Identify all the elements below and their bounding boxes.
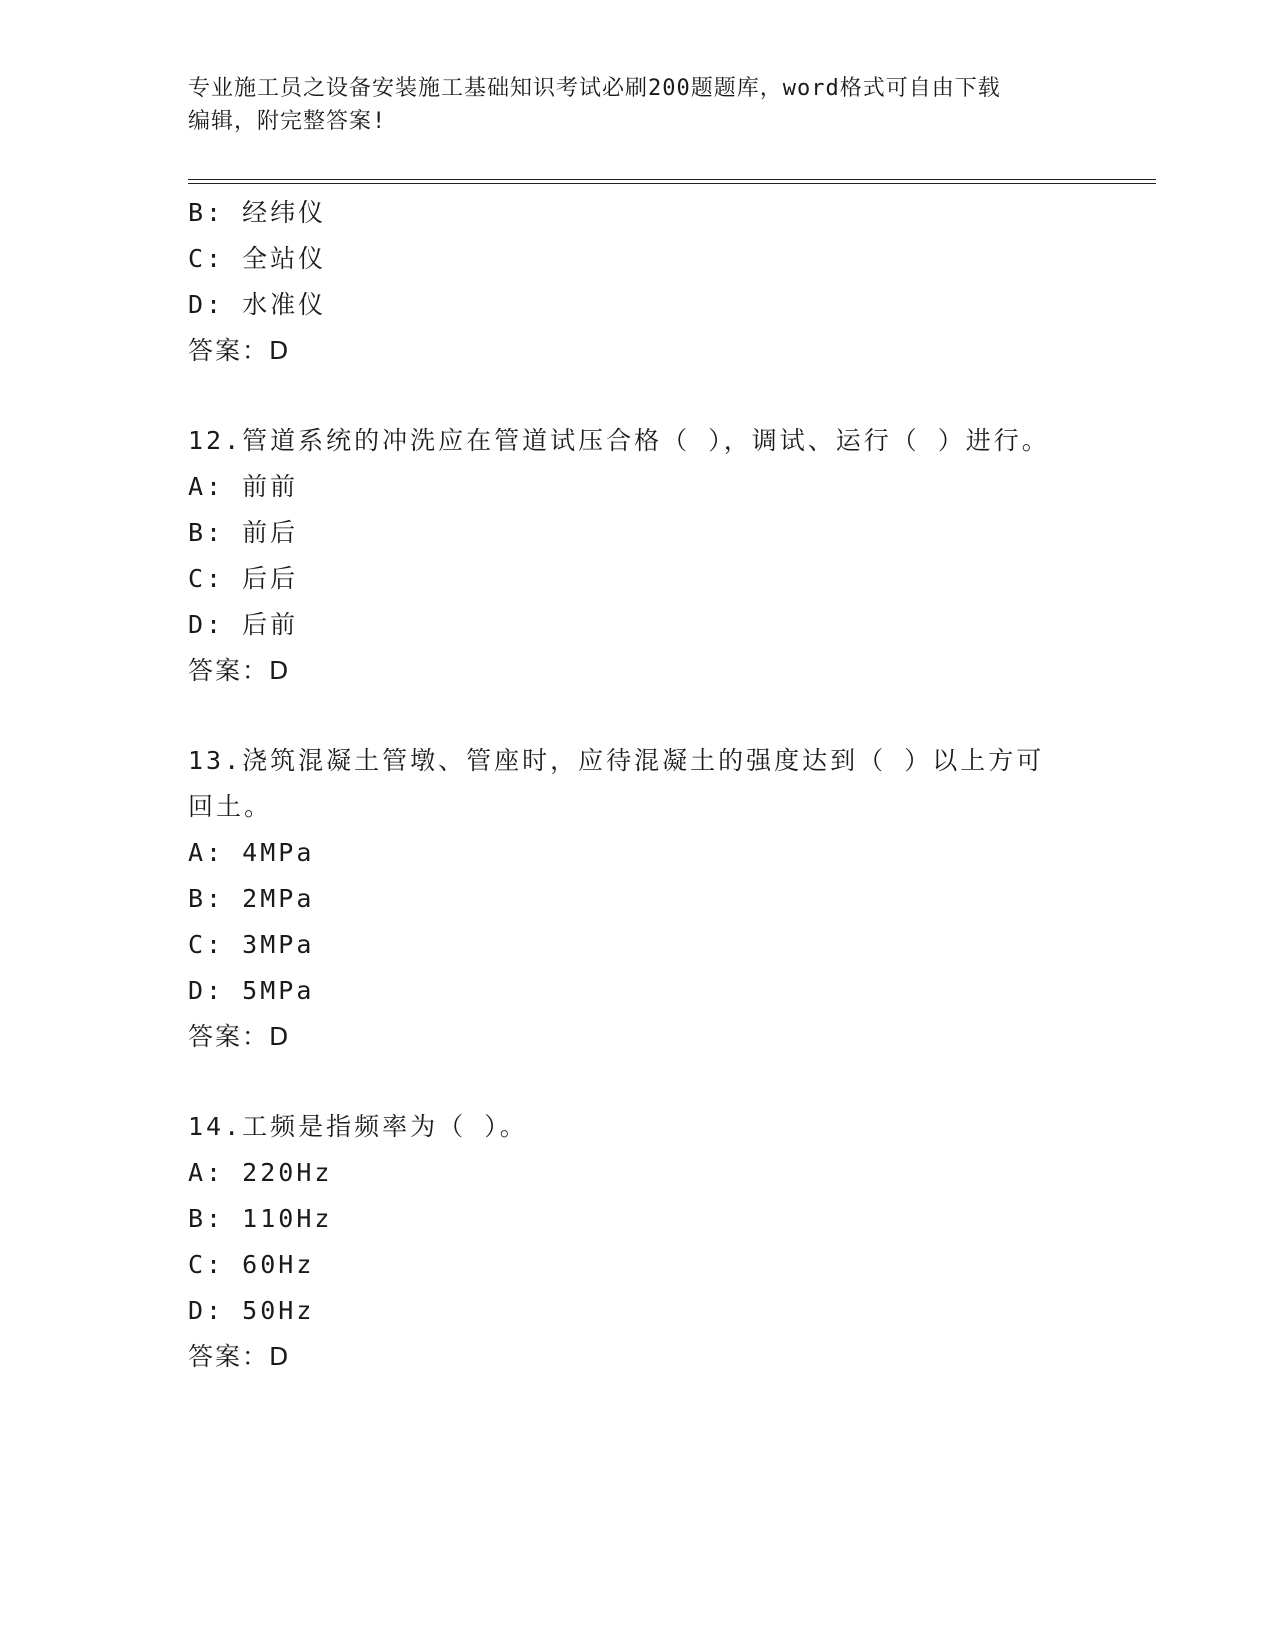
answer-line: 答案：D <box>188 1022 291 1051</box>
header-title-line-2: 编辑，附完整答案! <box>188 109 387 134</box>
option-d: D: 后前 <box>188 610 299 639</box>
option-b: B: 110Hz <box>188 1204 333 1233</box>
question-text-continued: 回土。 <box>188 792 273 821</box>
option-d: D: 5MPa <box>188 976 315 1005</box>
document-header <box>188 72 1088 138</box>
header-divider-top <box>188 179 1156 180</box>
option-c: C: 后后 <box>188 564 299 593</box>
option-d: D: 50Hz <box>188 1296 315 1325</box>
option-c: C: 3MPa <box>188 930 315 959</box>
question-text: 13.浇筑混凝土管墩、管座时，应待混凝土的强度达到（ ）以上方可 <box>188 746 1045 775</box>
header-divider-bottom <box>188 183 1156 184</box>
option-c: C: 60Hz <box>188 1250 315 1279</box>
answer-line: 答案：D <box>188 656 291 685</box>
option-a: A: 4MPa <box>188 838 315 867</box>
answer-line: 答案：D <box>188 1342 291 1371</box>
header-title-line-1: 专业施工员之设备安装施工基础知识考试必刷200题题库，word格式可自由下载 <box>188 76 1001 101</box>
question-block <box>188 1104 1156 1380</box>
option-a: A: 220Hz <box>188 1158 333 1187</box>
question-block <box>188 418 1156 694</box>
question-list <box>188 190 1156 1380</box>
option-a: A: 前前 <box>188 472 299 501</box>
question-text: 12.管道系统的冲洗应在管道试压合格（ ），调试、运行（ ）进行。 <box>188 426 1050 455</box>
question-text: 14.工频是指频率为（ ）。 <box>188 1112 528 1141</box>
question-block <box>188 738 1156 1060</box>
option-b: B: 经纬仪 <box>188 198 327 227</box>
question-block <box>188 190 1156 374</box>
option-d: D: 水准仪 <box>188 290 327 319</box>
answer-line: 答案：D <box>188 336 291 365</box>
option-c: C: 全站仪 <box>188 244 327 273</box>
option-b: B: 2MPa <box>188 884 315 913</box>
option-b: B: 前后 <box>188 518 299 547</box>
